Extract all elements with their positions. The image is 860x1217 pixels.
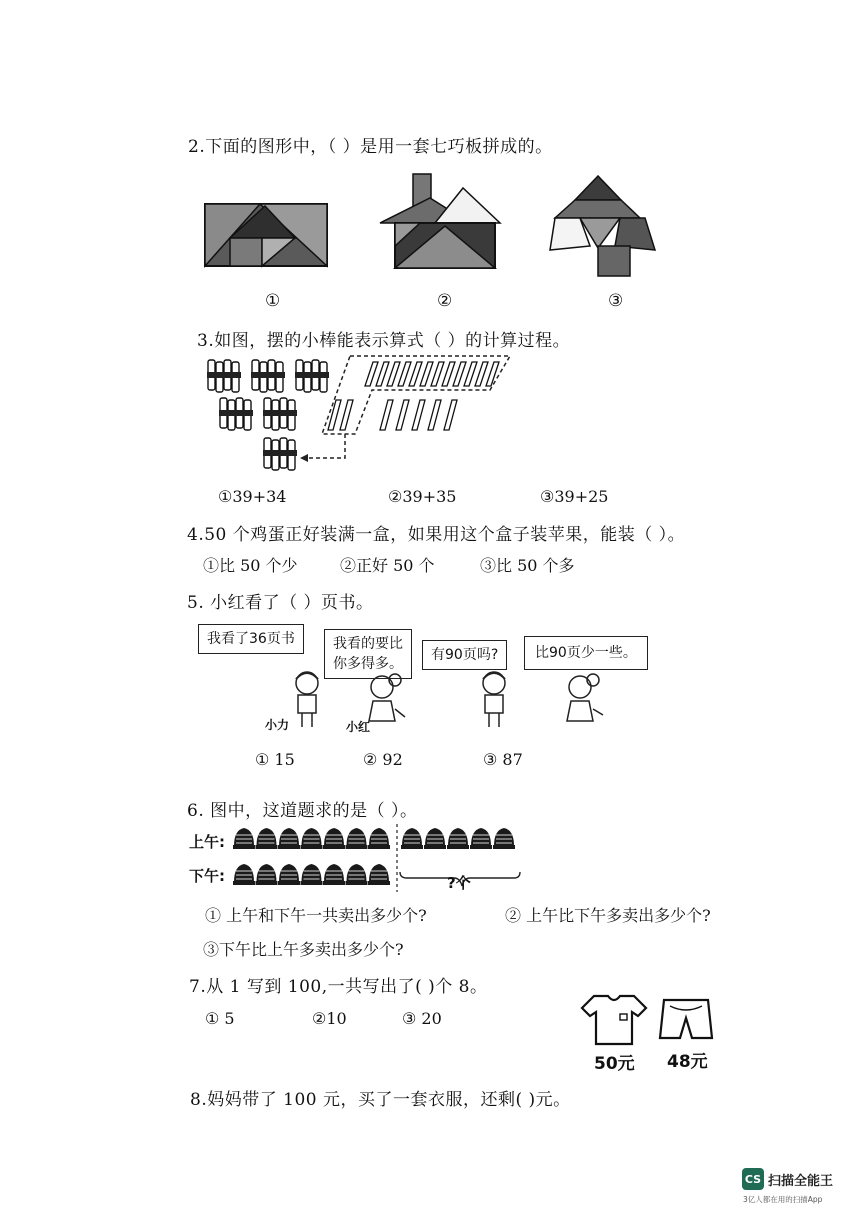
row-label-afternoon: 下午:: [189, 867, 225, 885]
tangram-figures: [200, 168, 690, 280]
hat-icon: [346, 828, 368, 849]
single-stick: [486, 362, 499, 386]
question-2-text: 2.下面的图形中，（ ）是用一套七巧板拼成的。: [188, 137, 553, 157]
q3-option-3[interactable]: ③39+25: [540, 487, 609, 506]
clothing-illustration: [578, 992, 718, 1048]
speech-bubble-xiaohong-2: 比90页少一些。: [524, 636, 648, 670]
tshirt-icon: [582, 996, 646, 1044]
girl-figure: [369, 674, 405, 721]
single-stick: [396, 400, 409, 430]
boy-figure-2: [483, 672, 505, 727]
hat-icon: [233, 828, 255, 849]
single-stick: [442, 362, 455, 386]
shorts-price: 48元: [667, 1052, 708, 1072]
single-stick: [431, 362, 444, 386]
watermark-brand: 扫描全能王: [768, 1173, 834, 1189]
question-5-text: 5. 小红看了（ ）页书。: [187, 593, 374, 613]
brace-label: ?个: [447, 874, 471, 892]
hat-icon: [470, 828, 492, 849]
hat-icon: [323, 828, 345, 849]
stick-bundle: [219, 398, 253, 430]
hat-icon: [256, 828, 278, 849]
q6-option-3[interactable]: ③下午比上午多卖出多少个?: [203, 940, 404, 959]
single-stick: [328, 400, 341, 430]
single-stick: [453, 362, 466, 386]
q6-option-2[interactable]: ② 上午比下午多卖出多少个?: [505, 906, 711, 925]
stick-bundle: [207, 360, 241, 392]
hat-icon: [278, 864, 300, 885]
hat-icon: [233, 864, 255, 885]
stick-bundle: [295, 360, 329, 392]
q2-option-1[interactable]: ①: [265, 291, 281, 311]
q3-option-1[interactable]: ①39+34: [218, 487, 287, 506]
single-stick: [398, 362, 411, 386]
label-xiaohong: 小红: [346, 720, 371, 734]
q5-option-3[interactable]: ③ 87: [483, 750, 523, 769]
single-stick: [387, 362, 400, 386]
hat-icon: [301, 864, 323, 885]
single-stick: [409, 362, 422, 386]
single-stick: [444, 400, 457, 430]
speech-bubble-xiaohong-1: 我看的要比 你多得多。: [324, 629, 412, 679]
girl-figure-2: [567, 674, 603, 721]
question-8-text: 8.妈妈带了 100 元，买了一套衣服，还剩( )元。: [190, 1090, 571, 1110]
single-stick: [340, 400, 353, 430]
morning-hats: [233, 828, 515, 849]
single-sticks: [328, 362, 499, 430]
afternoon-hats: [233, 864, 390, 885]
question-4-text: 4.50 个鸡蛋正好装满一盒，如果用这个盒子装苹果，能装（ ）。: [187, 525, 686, 545]
q3-option-2[interactable]: ②39+35: [388, 487, 457, 506]
q5-option-1[interactable]: ① 15: [255, 750, 295, 769]
stick-bundle: [251, 360, 285, 392]
question-6-text: 6. 图中，这道题求的是（ ）。: [187, 801, 418, 821]
tangram-house: [380, 174, 500, 268]
q6-option-1[interactable]: ① 上午和下午一共卖出多少个?: [205, 906, 427, 925]
q7-option-1[interactable]: ① 5: [205, 1009, 235, 1028]
boy-figure: [296, 672, 318, 727]
hat-icon: [256, 864, 278, 885]
children-illustration: [285, 665, 615, 737]
hat-icon: [323, 864, 345, 885]
arrow-icon: [300, 454, 308, 462]
tangram-rectangle: [205, 204, 327, 266]
single-stick: [365, 362, 378, 386]
q7-option-3[interactable]: ③ 20: [402, 1009, 442, 1028]
single-stick: [376, 362, 389, 386]
single-stick: [420, 362, 433, 386]
speech-bubble-xiaoli-2: 有90页吗?: [422, 640, 507, 670]
label-xiaoli: 小力: [265, 718, 290, 732]
stick-bundles: [207, 360, 329, 470]
arrow-line: [308, 434, 345, 458]
tangram-tree: [550, 176, 655, 276]
hat-icon: [401, 828, 423, 849]
q4-option-3[interactable]: ③比 50 个多: [480, 556, 575, 575]
hats-comparison-figure: [232, 822, 522, 894]
single-stick: [380, 400, 393, 430]
hat-icon: [424, 828, 446, 849]
q2-option-2[interactable]: ②: [437, 291, 453, 311]
shorts-icon: [660, 1000, 712, 1038]
single-stick: [475, 362, 488, 386]
camscanner-logo-icon: CS: [742, 1168, 764, 1190]
stick-bundle: [263, 398, 297, 430]
hat-icon: [301, 828, 323, 849]
q2-option-3[interactable]: ③: [608, 291, 624, 311]
speech-bubble-xiaoli-1: 我看了36页书: [198, 624, 304, 654]
stick-bundle: [263, 438, 297, 470]
single-stick: [428, 400, 441, 430]
q4-option-2[interactable]: ②正好 50 个: [340, 556, 435, 575]
hat-icon: [368, 864, 390, 885]
hat-icon: [346, 864, 368, 885]
single-stick: [464, 362, 477, 386]
hat-icon: [493, 828, 515, 849]
question-3-text: 3.如图，摆的小棒能表示算式（ ）的计算过程。: [197, 331, 571, 351]
hat-icon: [278, 828, 300, 849]
single-stick: [412, 400, 425, 430]
scanner-watermark: [742, 1168, 833, 1190]
tshirt-price: 50元: [594, 1054, 635, 1074]
hat-icon: [447, 828, 469, 849]
q7-option-2[interactable]: ②10: [312, 1009, 347, 1028]
q5-option-2[interactable]: ② 92: [363, 750, 403, 769]
hat-icon: [368, 828, 390, 849]
stick-bundles-figure: [200, 352, 520, 477]
watermark-tagline: 3亿人都在用的扫描App: [743, 1195, 823, 1204]
q4-option-1[interactable]: ①比 50 个少: [203, 556, 298, 575]
row-label-morning: 上午:: [189, 833, 225, 851]
question-7-text: 7.从 1 写到 100,一共写出了( )个 8。: [189, 977, 488, 997]
